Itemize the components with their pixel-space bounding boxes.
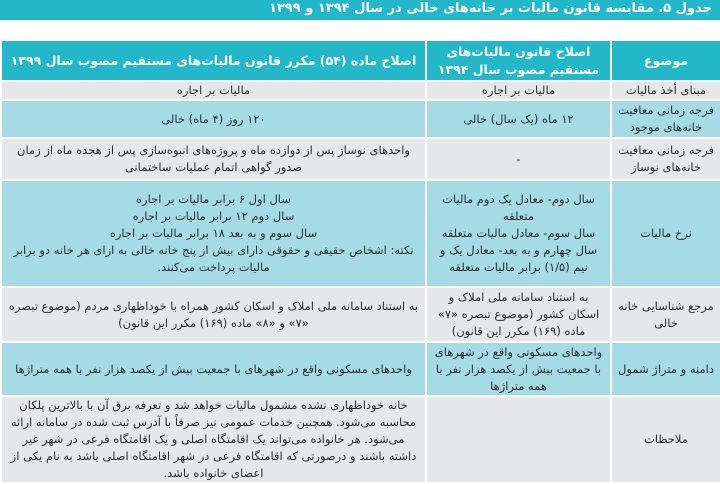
header-law-1394: اصلاح قانون مالیات‌های مستقیم مصوب سال ۱۳۹۴ <box>426 40 611 81</box>
comparison-table <box>0 39 720 484</box>
row-topic: مرجع شناسایی خانه خالی <box>611 287 720 342</box>
row-law-1394: واحدهای مسکونی واقع در شهرهای با جمعیت بیش از یکصد هزار نفر با همه متراژها <box>426 342 611 396</box>
table-caption-band <box>0 0 720 20</box>
table-row <box>1 342 720 396</box>
header-law-1399: اصلاح ماده (۵۴) مکرر قانون مالیات‌های مستقیم مصوب سال ۱۳۹۹ <box>1 40 426 81</box>
header-row <box>1 40 720 81</box>
row-law-1394: ۱۲ ماه (یک سال) خالی <box>426 100 611 138</box>
row-law-1399: واحدهای مسکونی واقع در شهرهای با جمعیت بیش از یکصد هزار نفر با همه متراژها <box>1 342 426 396</box>
table-row <box>1 180 720 287</box>
table-caption: جدول ۵. مقایسه قانون مالیات بر خانه‌های خالی در سال ۱۳۹۴ و ۱۳۹۹ <box>268 1 712 16</box>
row-topic: نرخ مالیات <box>611 180 720 287</box>
rate-line: سال دوم- معادل یک دوم مالیات متعلقه <box>442 192 595 223</box>
row-law-1394 <box>426 180 611 287</box>
row-law-1399 <box>1 180 426 287</box>
table-row <box>1 396 720 483</box>
rate-line: سال سوم- معادل مالیات متعلقه <box>441 226 596 240</box>
row-law-1399: به استناد سامانه ملی املاک و اسکان کشور همراه با خوداظهاری مردم (موضوع تبصره «۷» و «۸» ماده (۱۶۹) مکرر این قانون) <box>1 287 426 342</box>
row-topic: مبنای أخذ مالیات <box>611 81 720 100</box>
table-row <box>1 138 720 180</box>
row-law-1394: به استناد سامانه ملی املاک و اسکان کشور (موضوع تبصره «۷» ماده (۱۶۹) مکرر این قانون) <box>426 287 611 342</box>
rate-line: سال اول ۶ برابر مالیات بر اجاره <box>136 192 291 206</box>
rate-note: نکته: اشخاص حقیقی و حقوقی دارای بیش از پنج خانه خالی به ازای هر خانه دو برابر مالیات پرداخت می‌کنند. <box>13 243 414 274</box>
rate-line: سال چهارم و به بعد- معادل یک و نیم (۱/۵) برابر مالیات متعلقه <box>439 243 598 274</box>
row-topic: دامنه و متراژ شمول <box>611 342 720 396</box>
row-law-1394 <box>426 396 611 483</box>
table-row <box>1 81 720 100</box>
row-law-1399: واحدهای نوساز پس از دوازده ماه و پروژه‌های انبوه‌سازی پس از هجده ماه از زمان صدور گواهی اتمام عملیات ساختمانی <box>1 138 426 180</box>
row-law-1399: مالیات بر اجاره <box>1 81 426 100</box>
header-topic: موضوع <box>611 40 720 81</box>
row-law-1394: مالیات بر اجاره <box>426 81 611 100</box>
rate-line: سال دوم ۱۲ برابر مالیات بر اجاره <box>132 209 295 223</box>
row-law-1394: - <box>426 138 611 180</box>
table-row <box>1 287 720 342</box>
rate-line: سال سوم و به بعد ۱۸ برابر مالیات بر اجاره <box>109 226 318 240</box>
row-topic: فرجه زمانی معافیت خانه‌های نوساز <box>611 138 720 180</box>
row-topic: فرجه زمانی معافیت خانه‌های موجود <box>611 100 720 138</box>
row-law-1399: خانه خوداظهاری نشده مشمول مالیات خواهد شد و تعرفه برق آن با بالاترین پلکان محاسبه می‌شود. همچنین خدمات عمومی نیز صرفاً با آدرس ثبت شده در سامانه ارائه می‌شود. هر خانواده می‌تواند یک اقامتگاه اصلی و یک اقامتگاه فرعی در شهر غیر داشته باشند و درصورتی که اقامتگاه فرعی در شهر اقامتگاه اصلی باشد به نام یکی از اعضای خانواده باشد. <box>1 396 426 483</box>
table-row <box>1 100 720 138</box>
row-law-1399: ۱۲۰ روز (۴ ماه) خالی <box>1 100 426 138</box>
row-topic: ملاحظات <box>611 396 720 483</box>
